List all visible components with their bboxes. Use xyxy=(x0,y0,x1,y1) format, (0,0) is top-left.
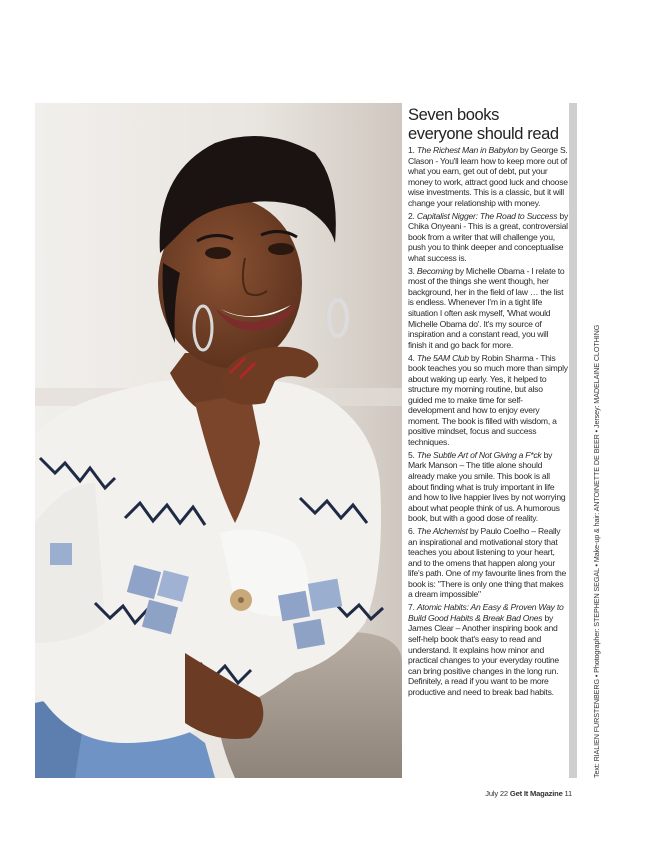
book-description: by Michelle Obama - I relate to most of the things she went though, her background, her in the field of law … the list is endless. Whenever I'm in a tight life situation I often ask myself, 'What would Michelle Obama do'. It's my source of inspiration and a constant read, you will finish it and go back for more. xyxy=(408,265,565,350)
book-number: 5. xyxy=(408,449,415,460)
book-description: by George S. Clason - You'll learn how to keep more out of what you earn, get out of debt, put your money to work, attract good luck and choose wise investments. This is a classic, but it will change your relationship with money. xyxy=(408,145,568,208)
list-item xyxy=(408,145,568,208)
book-description: by Mark Manson – The title alone should already make you smile. This book is all about finding what is truly important in life and how to live happier lives by not worrying about what people think of us. A humorous book, but with a good dose of reality. xyxy=(408,449,566,524)
woman-portrait-image xyxy=(35,103,402,778)
book-number: 7. xyxy=(408,602,415,613)
page-footer xyxy=(485,789,572,798)
list-item xyxy=(408,266,568,350)
issue-date: July 22 xyxy=(485,789,508,798)
photo-credits: Text: RIALIEN FURSTENBERG • Photographer: STEPHEN SEGAL • Make-up & hair: ANTOINETTE DE BEER • Jersey: MADELAINE CLOTHING xyxy=(592,324,601,778)
book-title: The Richest Man in Babylon xyxy=(416,145,518,155)
book-description: by James Clear – Another inspiring book and self-help book that's easy to read and understand. It explains how minor and practical changes to your everyday routine can bring positive changes in the long run. Definitely, a read if you want to be more productive and need to break bad habits. xyxy=(408,612,559,697)
heading-line-2: everyone should read xyxy=(408,125,559,143)
book-title: Capitalist Nigger: The Road to Success xyxy=(416,210,558,221)
page-number: 11 xyxy=(564,789,572,798)
book-description: by Chika Onyeani - This is a great, controversial book from a writer that will challenge you, push you to think deeper and conceptualise what success is. xyxy=(408,210,569,263)
list-item xyxy=(408,602,568,697)
book-list xyxy=(408,145,568,700)
book-number: 6. xyxy=(408,526,415,537)
list-item xyxy=(408,211,568,264)
book-number: 3. xyxy=(408,265,415,276)
list-item xyxy=(408,526,568,600)
side-bar-strip xyxy=(569,103,577,778)
book-title: The Subtle Art of Not Giving a F*ck xyxy=(416,449,542,460)
book-title: The 5AM Club xyxy=(416,352,469,363)
book-title: The Alchemist xyxy=(416,526,468,537)
book-title: Atomic Habits: An Easy & Proven Way to Build Good Habits & Break Bad Ones xyxy=(408,602,564,623)
book-title: Becoming xyxy=(416,265,454,276)
book-description: by Paulo Coelho – Really an inspirational and motivational story that teaches you about listening to your heart, and to the omens that happen along your life's path. One of my favourite lines from the book is: "There is only one thing that makes a dream impossible" xyxy=(408,526,567,600)
magazine-name: Get It Magazine xyxy=(509,789,563,798)
book-number: 1. xyxy=(408,145,415,155)
book-number: 4. xyxy=(408,352,415,363)
book-number: 2. xyxy=(408,210,415,221)
list-item xyxy=(408,353,568,448)
list-item xyxy=(408,450,568,524)
cover-photo xyxy=(35,103,402,778)
heading-line-1: Seven books xyxy=(408,106,499,124)
book-description: by Robin Sharma - This book teaches you so much more than simply about waking up early. Yes, it helped to structure my morning routine, but also guided me to make time for self-development and how to enjoy every moment. The book is filled with wisdom, a positive mindset, focus and success techniques. xyxy=(408,352,568,447)
article-heading xyxy=(408,106,568,144)
